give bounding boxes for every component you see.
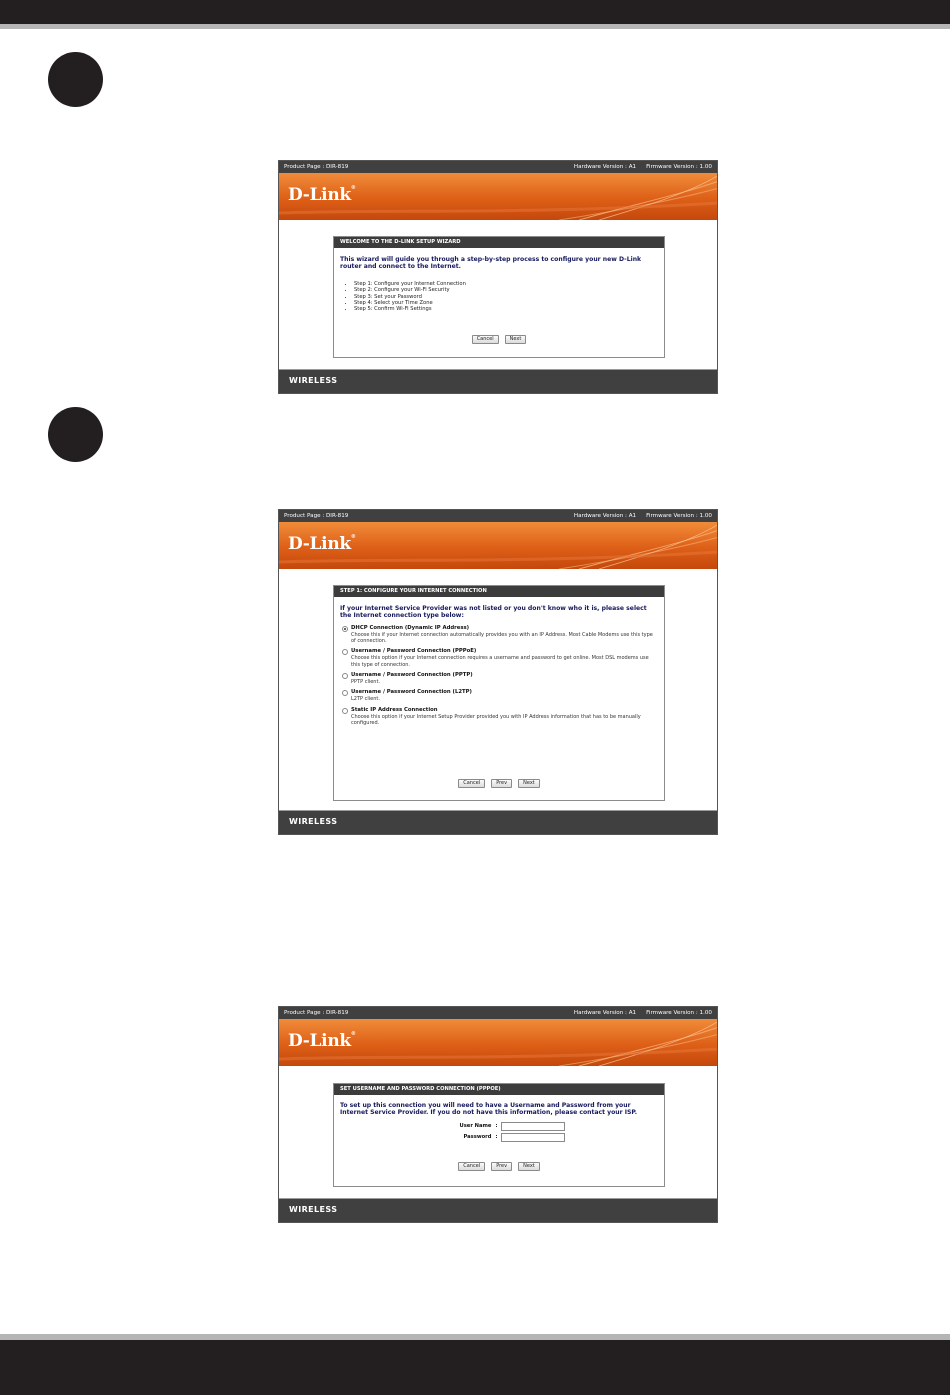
option-label: DHCP Connection (Dynamic IP Address) <box>351 624 470 631</box>
next-button[interactable]: Next <box>505 335 527 344</box>
cancel-button[interactable]: Cancel <box>472 335 499 344</box>
l2tp-radio[interactable] <box>342 690 348 696</box>
username-row <box>348 1122 664 1131</box>
list-item: • Step 2: Configure your Wi-Fi Security <box>354 287 664 293</box>
option-description: PPTP client. <box>351 679 381 685</box>
list-item: • Step 3: Set your Password <box>354 294 664 300</box>
firmware-version-label: Firmware Version : 1.00 <box>646 1010 712 1016</box>
prev-button[interactable]: Prev <box>491 1162 512 1171</box>
list-item: • Step 4: Select your Time Zone <box>354 300 664 306</box>
next-button[interactable]: Next <box>518 1162 540 1171</box>
router-topbar <box>279 1007 717 1019</box>
product-page-label: Product Page : DIR-819 <box>284 1010 349 1016</box>
pppoe-radio[interactable] <box>342 649 348 655</box>
list-item: • Step 1: Configure your Internet Connection <box>354 281 664 287</box>
router-footer <box>279 810 717 834</box>
page-top-bar <box>0 0 950 29</box>
router-footer <box>279 1198 717 1222</box>
option-static-ip[interactable] <box>334 707 664 727</box>
option-label: Username / Password Connection (PPPoE) <box>351 648 477 655</box>
button-row <box>334 335 664 344</box>
page-bottom-bar <box>0 1334 950 1395</box>
dlink-logo: D-Link® <box>288 185 356 205</box>
firmware-version-label: Firmware Version : 1.00 <box>646 513 712 519</box>
option-pptp[interactable] <box>334 672 664 685</box>
welcome-screenshot <box>278 160 718 394</box>
wireless-label: WIRELESS <box>289 376 338 385</box>
credentials-form <box>348 1122 664 1142</box>
pppoe-screenshot <box>278 1006 718 1223</box>
connection-options <box>334 625 664 726</box>
router-topbar <box>279 161 717 173</box>
username-label: User Name <box>459 1123 492 1130</box>
static-ip-radio[interactable] <box>342 708 348 714</box>
dlink-logo: D-Link® <box>288 534 356 554</box>
firmware-version-label: Firmware Version : 1.00 <box>646 164 712 170</box>
panel-title: WELCOME TO THE D-LINK SETUP WIZARD <box>334 237 664 248</box>
password-label: Password <box>463 1134 492 1141</box>
wireless-label: WIRELESS <box>289 1205 338 1214</box>
dlink-banner <box>279 1019 717 1066</box>
prev-button[interactable]: Prev <box>491 779 512 788</box>
pppoe-panel <box>333 1083 665 1187</box>
hardware-version-label: Hardware Version : A1 <box>573 164 637 170</box>
option-l2tp[interactable] <box>334 689 664 702</box>
wireless-label: WIRELESS <box>289 817 338 826</box>
list-item: • Step 5: Confirm Wi-Fi Settings <box>354 306 664 312</box>
option-description: L2TP client. <box>351 696 380 703</box>
panel-title: SET USERNAME AND PASSWORD CONNECTION (PPPOE) <box>334 1084 664 1095</box>
cancel-button[interactable]: Cancel <box>458 779 485 788</box>
pptp-radio[interactable] <box>342 673 348 679</box>
internet-connection-screenshot <box>278 509 718 835</box>
router-content <box>279 1066 717 1199</box>
option-label: Username / Password Connection (PPTP) <box>351 672 473 678</box>
panel-intro: To set up this connection you will need to have a Username and Password from your Internet Service Provider. If you do not have this information, please contact your ISP. <box>340 1102 638 1117</box>
router-topbar <box>279 510 717 522</box>
username-colon: : <box>495 1123 498 1130</box>
dlink-banner <box>279 522 717 569</box>
dlink-banner <box>279 173 717 220</box>
button-row <box>334 779 664 788</box>
router-content <box>279 569 717 811</box>
wizard-steps-list <box>354 281 664 313</box>
panel-intro: This wizard will guide you through a step-by-step process to configure your new D-Link router and connect to the Internet. <box>340 256 642 271</box>
cancel-button[interactable]: Cancel <box>458 1162 485 1171</box>
panel-intro: If your Internet Service Provider was not listed or you don't know who it is, please select the Internet connection type below: <box>340 605 647 620</box>
router-footer <box>279 369 717 393</box>
option-label: Username / Password Connection (L2TP) <box>351 689 472 696</box>
button-row <box>334 1162 664 1171</box>
option-description: Choose this option if your Internet connection requires a username and password to get online. Most DSL modems use this type of connection. <box>351 655 649 668</box>
password-row <box>348 1133 664 1142</box>
panel-title: STEP 1: CONFIGURE YOUR INTERNET CONNECTION <box>334 586 664 597</box>
hardware-version-label: Hardware Version : A1 <box>573 513 637 519</box>
wizard-panel <box>333 236 665 358</box>
connection-type-panel <box>333 585 665 801</box>
option-description: Choose this option if your Internet Setup Provider provided you with IP Address information that has to be manually configured. <box>351 713 641 726</box>
option-dhcp[interactable] <box>334 625 664 645</box>
product-page-label: Product Page : DIR-819 <box>284 164 349 170</box>
product-page-label: Product Page : DIR-819 <box>284 513 349 519</box>
option-pppoe[interactable] <box>334 648 664 668</box>
username-input[interactable] <box>501 1122 565 1131</box>
hardware-version-label: Hardware Version : A1 <box>573 1010 637 1016</box>
router-content <box>279 220 717 370</box>
step-marker-2 <box>48 407 103 462</box>
option-description: Choose this if your Internet connection automatically provides you with an IP Address. Most Cable Modems use this type of connection. <box>351 631 653 645</box>
password-input[interactable] <box>501 1133 565 1142</box>
dhcp-radio[interactable] <box>342 626 348 632</box>
next-button[interactable]: Next <box>518 779 540 788</box>
password-colon: : <box>495 1134 498 1141</box>
option-label: Static IP Address Connection <box>351 706 438 713</box>
dlink-logo: D-Link® <box>288 1031 356 1051</box>
step-marker-1 <box>48 52 103 107</box>
